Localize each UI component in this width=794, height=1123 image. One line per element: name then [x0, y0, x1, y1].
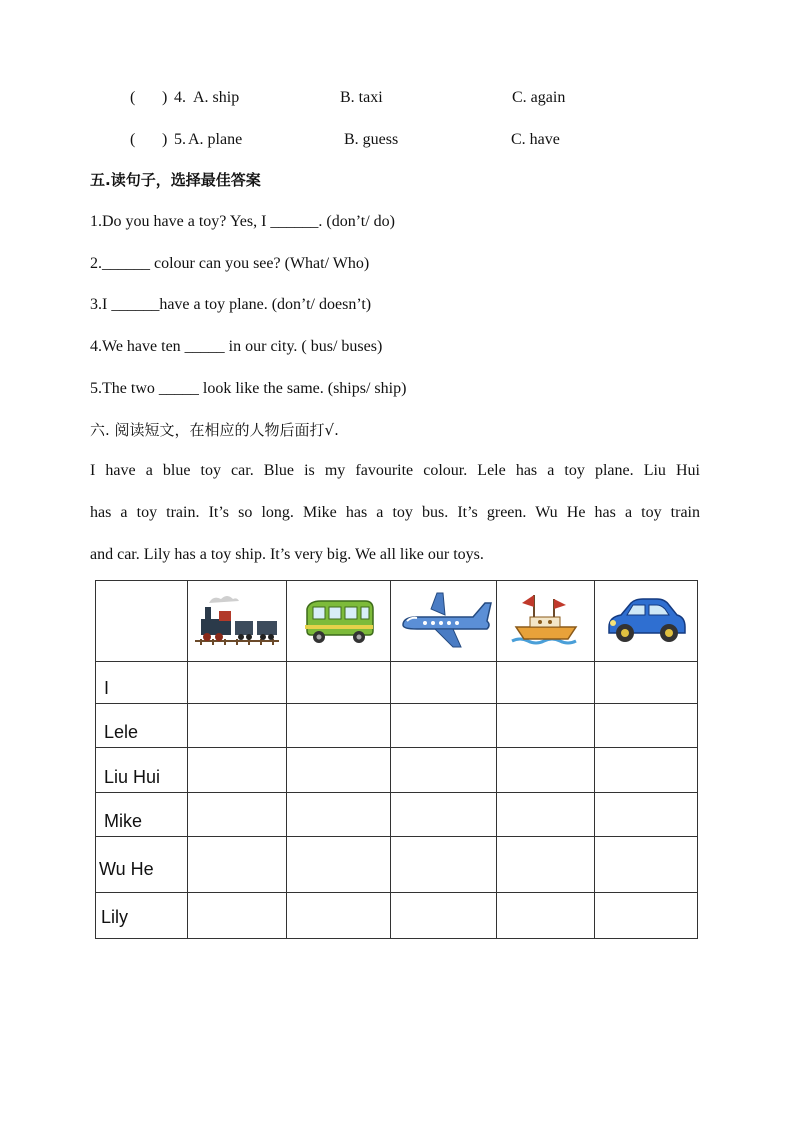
- answer-cell[interactable]: [595, 893, 698, 939]
- answer-paren-close: ): [162, 131, 168, 148]
- section-5-title: 五.读句子，选择最佳答案: [90, 171, 261, 189]
- train-icon: [191, 593, 283, 649]
- picture-cell-ship: [497, 581, 595, 662]
- sentence-5: 5.The two _____ look like the same. (ships/ ship): [90, 380, 407, 397]
- sentence-3: 3.I ______have a toy plane. (don’t/ doesn’t): [90, 296, 372, 313]
- answer-cell[interactable]: [391, 793, 497, 837]
- question-number: 5.: [174, 131, 186, 148]
- table-row: [96, 662, 698, 704]
- answer-cell[interactable]: [287, 662, 391, 704]
- plane-icon: [395, 589, 493, 653]
- passage-line-1: I have a blue toy car. Blue is my favourite colour. Lele has a toy plane. Liu Hui: [90, 462, 700, 479]
- answer-cell[interactable]: [595, 748, 698, 793]
- answer-cell[interactable]: [287, 704, 391, 748]
- answer-cell[interactable]: [595, 662, 698, 704]
- picture-cell-bus: [287, 581, 391, 662]
- answer-cell[interactable]: [287, 748, 391, 793]
- answer-cell[interactable]: [188, 893, 287, 939]
- car-icon: [601, 591, 691, 651]
- corner-cell: [96, 581, 188, 662]
- picture-cell-train: [188, 581, 287, 662]
- answer-cell[interactable]: [391, 893, 497, 939]
- option-b: B. taxi: [340, 89, 383, 106]
- question-number: 4.: [174, 89, 186, 106]
- sentence-1: 1.Do you have a toy? Yes, I ______. (don’t/ do): [90, 213, 396, 230]
- option-b: B. guess: [344, 131, 399, 148]
- answer-cell[interactable]: [497, 837, 595, 893]
- table-row: [96, 793, 698, 837]
- person-name: Lily: [96, 893, 188, 939]
- answer-cell[interactable]: [391, 704, 497, 748]
- table-row: [96, 748, 698, 793]
- answer-cell[interactable]: [188, 662, 287, 704]
- answer-cell[interactable]: [497, 893, 595, 939]
- sentence-4: 4.We have ten _____ in our city. ( bus/ buses): [90, 338, 383, 355]
- answer-cell[interactable]: [497, 748, 595, 793]
- answer-cell[interactable]: [287, 837, 391, 893]
- person-name: Mike: [96, 793, 188, 837]
- answer-cell[interactable]: [595, 704, 698, 748]
- answer-paren-open: (: [130, 131, 136, 148]
- answer-cell[interactable]: [497, 793, 595, 837]
- answer-cell[interactable]: [391, 662, 497, 704]
- answer-cell[interactable]: [595, 793, 698, 837]
- answer-cell[interactable]: [188, 748, 287, 793]
- passage-line-3: and car. Lily has a toy ship. It’s very big. We all like our toys.: [90, 546, 484, 563]
- table-row: [96, 893, 698, 939]
- answer-cell[interactable]: [497, 662, 595, 704]
- option-c: C. have: [511, 131, 560, 148]
- option-a: A. ship: [193, 89, 240, 106]
- answer-cell[interactable]: [188, 793, 287, 837]
- ship-icon: [508, 589, 584, 653]
- person-name: Wu He: [96, 837, 188, 893]
- bus-icon: [299, 593, 379, 649]
- passage-line-2: has a toy train. It’s so long. Mike has a toy bus. It’s green. Wu He has a toy train: [90, 504, 700, 521]
- answer-cell[interactable]: [497, 704, 595, 748]
- answer-cell[interactable]: [391, 748, 497, 793]
- answer-cell[interactable]: [188, 837, 287, 893]
- answer-paren-open: (: [130, 89, 136, 106]
- option-a: A. plane: [188, 131, 243, 148]
- section-6-title: 六. 阅读短文，在相应的人物后面打√.: [90, 421, 339, 439]
- answer-paren-close: ): [162, 89, 168, 106]
- table-row: [96, 837, 698, 893]
- person-name: Lele: [96, 704, 188, 748]
- picture-cell-car: [595, 581, 698, 662]
- person-name: Liu Hui: [96, 748, 188, 793]
- answer-table: [95, 580, 698, 939]
- answer-cell[interactable]: [188, 704, 287, 748]
- answer-cell[interactable]: [595, 837, 698, 893]
- picture-row: [96, 581, 698, 662]
- sentence-2: 2.______ colour can you see? (What/ Who): [90, 255, 370, 272]
- picture-cell-plane: [391, 581, 497, 662]
- option-c: C. again: [512, 89, 566, 106]
- person-name: I: [96, 662, 188, 704]
- answer-cell[interactable]: [287, 893, 391, 939]
- answer-cell[interactable]: [287, 793, 391, 837]
- table-row: [96, 704, 698, 748]
- answer-cell[interactable]: [391, 837, 497, 893]
